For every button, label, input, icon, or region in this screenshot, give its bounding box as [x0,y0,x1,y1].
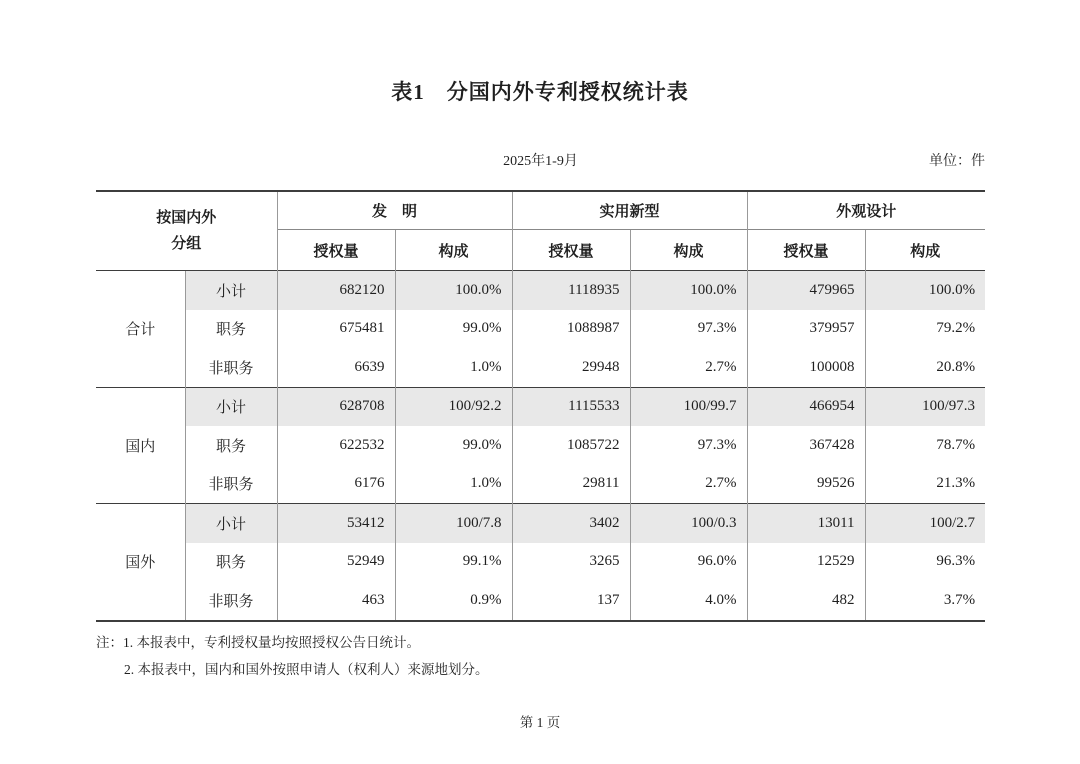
value-cell: 479965 [747,271,865,310]
table-row [96,348,985,387]
value-cell: 100/7.8 [395,504,512,543]
value-cell: 1.0% [395,348,512,387]
row-subgroup-label: 职务 [185,426,277,465]
row-group-label: 国外 [96,504,185,621]
value-cell: 99.0% [395,426,512,465]
value-cell: 482 [747,581,865,621]
value-cell: 3402 [512,504,630,543]
corner-header [96,191,277,271]
value-cell: 78.7% [865,426,985,465]
value-cell: 1118935 [512,271,630,310]
value-cell: 13011 [747,504,865,543]
value-cell: 100.0% [865,271,985,310]
value-cell: 2.7% [630,465,747,504]
table-row [96,504,985,543]
value-cell: 100.0% [630,271,747,310]
value-cell: 137 [512,581,630,621]
value-cell: 100/97.3 [865,387,985,426]
section-header-invention: 发 明 [277,191,512,230]
data-table [96,190,985,622]
patent-stats-table [96,190,985,622]
row-subgroup-label: 职务 [185,310,277,349]
value-cell: 6176 [277,465,395,504]
value-cell: 52949 [277,543,395,582]
table-meta [96,150,985,172]
value-cell: 100008 [747,348,865,387]
value-cell: 21.3% [865,465,985,504]
value-cell: 100/92.2 [395,387,512,426]
row-subgroup-label: 小计 [185,387,277,426]
row-group-label: 国内 [96,387,185,504]
row-subgroup-label: 非职务 [185,581,277,621]
table-row [96,387,985,426]
value-cell: 99526 [747,465,865,504]
corner-header-line1: 按国内外 [156,209,217,226]
value-cell: 79.2% [865,310,985,349]
value-cell: 100/99.7 [630,387,747,426]
report-period: 2025年1-9月 [503,154,578,169]
table-row [96,271,985,310]
value-cell: 466954 [747,387,865,426]
header-row-sections [96,191,985,230]
row-subgroup-label: 小计 [185,271,277,310]
value-cell: 675481 [277,310,395,349]
value-cell: 99.1% [395,543,512,582]
table-row [96,310,985,349]
value-cell: 3.7% [865,581,985,621]
row-subgroup-label: 小计 [185,504,277,543]
value-cell: 2.7% [630,348,747,387]
value-cell: 99.0% [395,310,512,349]
col-header-grants: 授权量 [747,230,865,271]
value-cell: 12529 [747,543,865,582]
col-header-grants: 授权量 [512,230,630,271]
value-cell: 100.0% [395,271,512,310]
page-title: 表1 分国内外专利授权统计表 [391,80,689,104]
value-cell: 53412 [277,504,395,543]
row-subgroup-label: 非职务 [185,465,277,504]
value-cell: 367428 [747,426,865,465]
value-cell: 1115533 [512,387,630,426]
value-cell: 1.0% [395,465,512,504]
value-cell: 100/2.7 [865,504,985,543]
section-header-utility-model: 实用新型 [512,191,747,230]
col-header-share: 构成 [395,230,512,271]
value-cell: 628708 [277,387,395,426]
note-line-1: 注：1. 本报表中，专利授权量均按照授权公告日统计。 [96,635,420,650]
table-row [96,465,985,504]
note-line-2: 2. 本报表中，国内和国外按照申请人（权利人）来源地划分。 [124,662,489,677]
value-cell: 20.8% [865,348,985,387]
value-cell: 97.3% [630,310,747,349]
value-cell: 100/0.3 [630,504,747,543]
value-cell: 463 [277,581,395,621]
value-cell: 29948 [512,348,630,387]
table-row [96,426,985,465]
col-header-share: 构成 [630,230,747,271]
unit-label: 单位：件 [929,154,985,169]
value-cell: 1085722 [512,426,630,465]
value-cell: 97.3% [630,426,747,465]
row-group-label: 合计 [96,271,185,388]
col-header-grants: 授权量 [277,230,395,271]
section-header-design: 外观设计 [747,191,985,230]
value-cell: 96.0% [630,543,747,582]
page-number: 第 1 页 [519,715,561,730]
value-cell: 96.3% [865,543,985,582]
row-subgroup-label: 职务 [185,543,277,582]
value-cell: 0.9% [395,581,512,621]
value-cell: 1088987 [512,310,630,349]
value-cell: 622532 [277,426,395,465]
value-cell: 6639 [277,348,395,387]
corner-header-line2: 分组 [171,236,202,252]
value-cell: 29811 [512,465,630,504]
col-header-share: 构成 [865,230,985,271]
value-cell: 3265 [512,543,630,582]
value-cell: 4.0% [630,581,747,621]
table-notes [96,629,489,683]
value-cell: 379957 [747,310,865,349]
table-row [96,543,985,582]
row-subgroup-label: 非职务 [185,348,277,387]
table-row [96,581,985,621]
value-cell: 682120 [277,271,395,310]
